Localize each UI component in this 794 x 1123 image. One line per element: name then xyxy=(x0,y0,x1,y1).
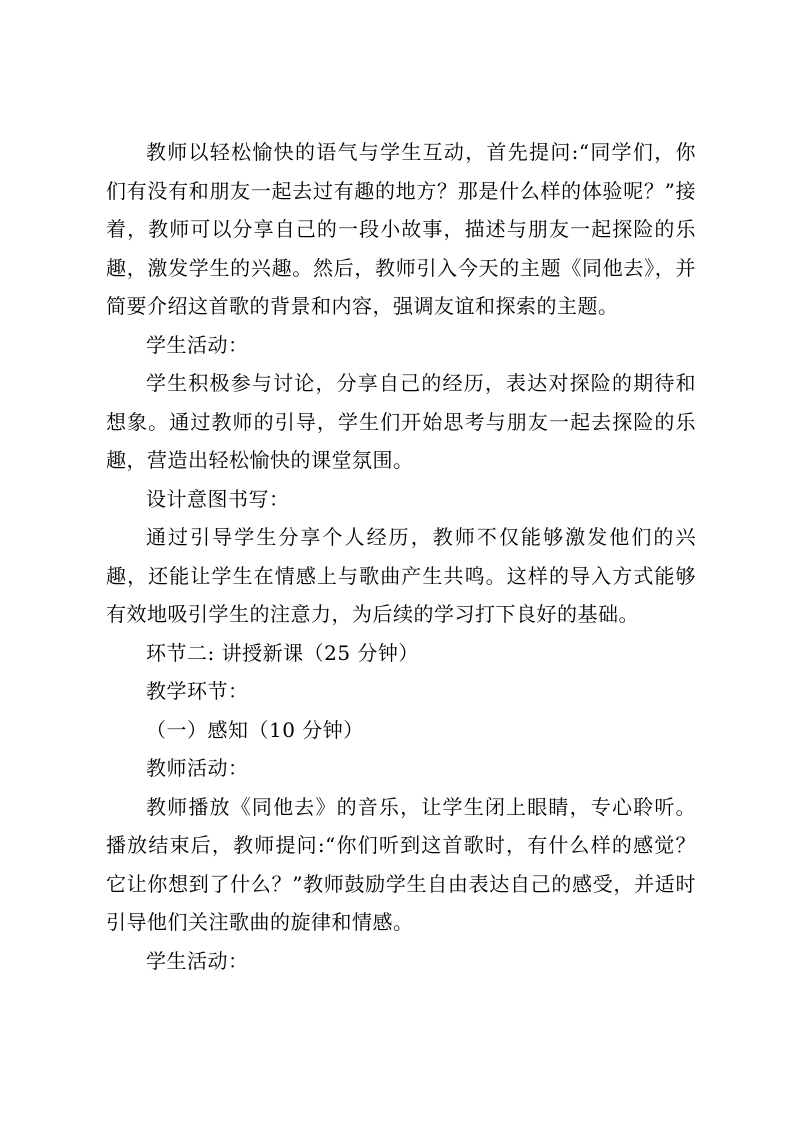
paragraph-student-discussion: 学生积极参与讨论，分享自己的经历，表达对探险的期待和想象。通过教师的引导，学生们开始思考与朋友一起去探险的乐趣，营造出轻松愉快的课堂氛围。 xyxy=(106,371,696,472)
heading-perception: （一）感知（10 分钟） xyxy=(146,717,364,742)
paragraph-teacher-music: 教师播放《同他去》的音乐，让学生闭上眼睛，专心聆听。播放结束后，教师提问:“你们听到这首歌时，有什么样的感觉？它让你想到了什么？”教师鼓励学生自由表达自己的感受，并适时引导他们关注歌曲的旋律和情感。 xyxy=(106,794,696,934)
paragraph-intro-teacher: 教师以轻松愉快的语气与学生互动，首先提问:“同学们，你们有没有和朋友一起去过有趣的地方？那是什么样的体验呢？”接着，教师可以分享自己的一段小故事，描述与朋友一起探险的乐趣，激发学生的兴趣。然后，教师引入今天的主题《同他去》，并简要介绍这首歌的背景和内容，强调友谊和探索的主题。 xyxy=(106,140,696,318)
heading-section-two: 环节二: 讲授新课（25 分钟） xyxy=(146,640,419,665)
heading-design-intent: 设计意图书写： xyxy=(146,486,290,511)
paragraph-design-intent: 通过引导学生分享个人经历，教师不仅能够激发他们的兴趣，还能让学生在情感上与歌曲产生共鸣。这样的导入方式能够有效地吸引学生的注意力，为后续的学习打下良好的基础。 xyxy=(106,525,696,626)
heading-teacher-activity: 教师活动： xyxy=(146,756,249,780)
heading-student-activity: 学生活动： xyxy=(146,332,249,357)
heading-student-activity-2: 学生活动： xyxy=(146,948,249,973)
document-page xyxy=(106,133,696,980)
heading-teaching-steps: 教学环节： xyxy=(146,679,249,703)
